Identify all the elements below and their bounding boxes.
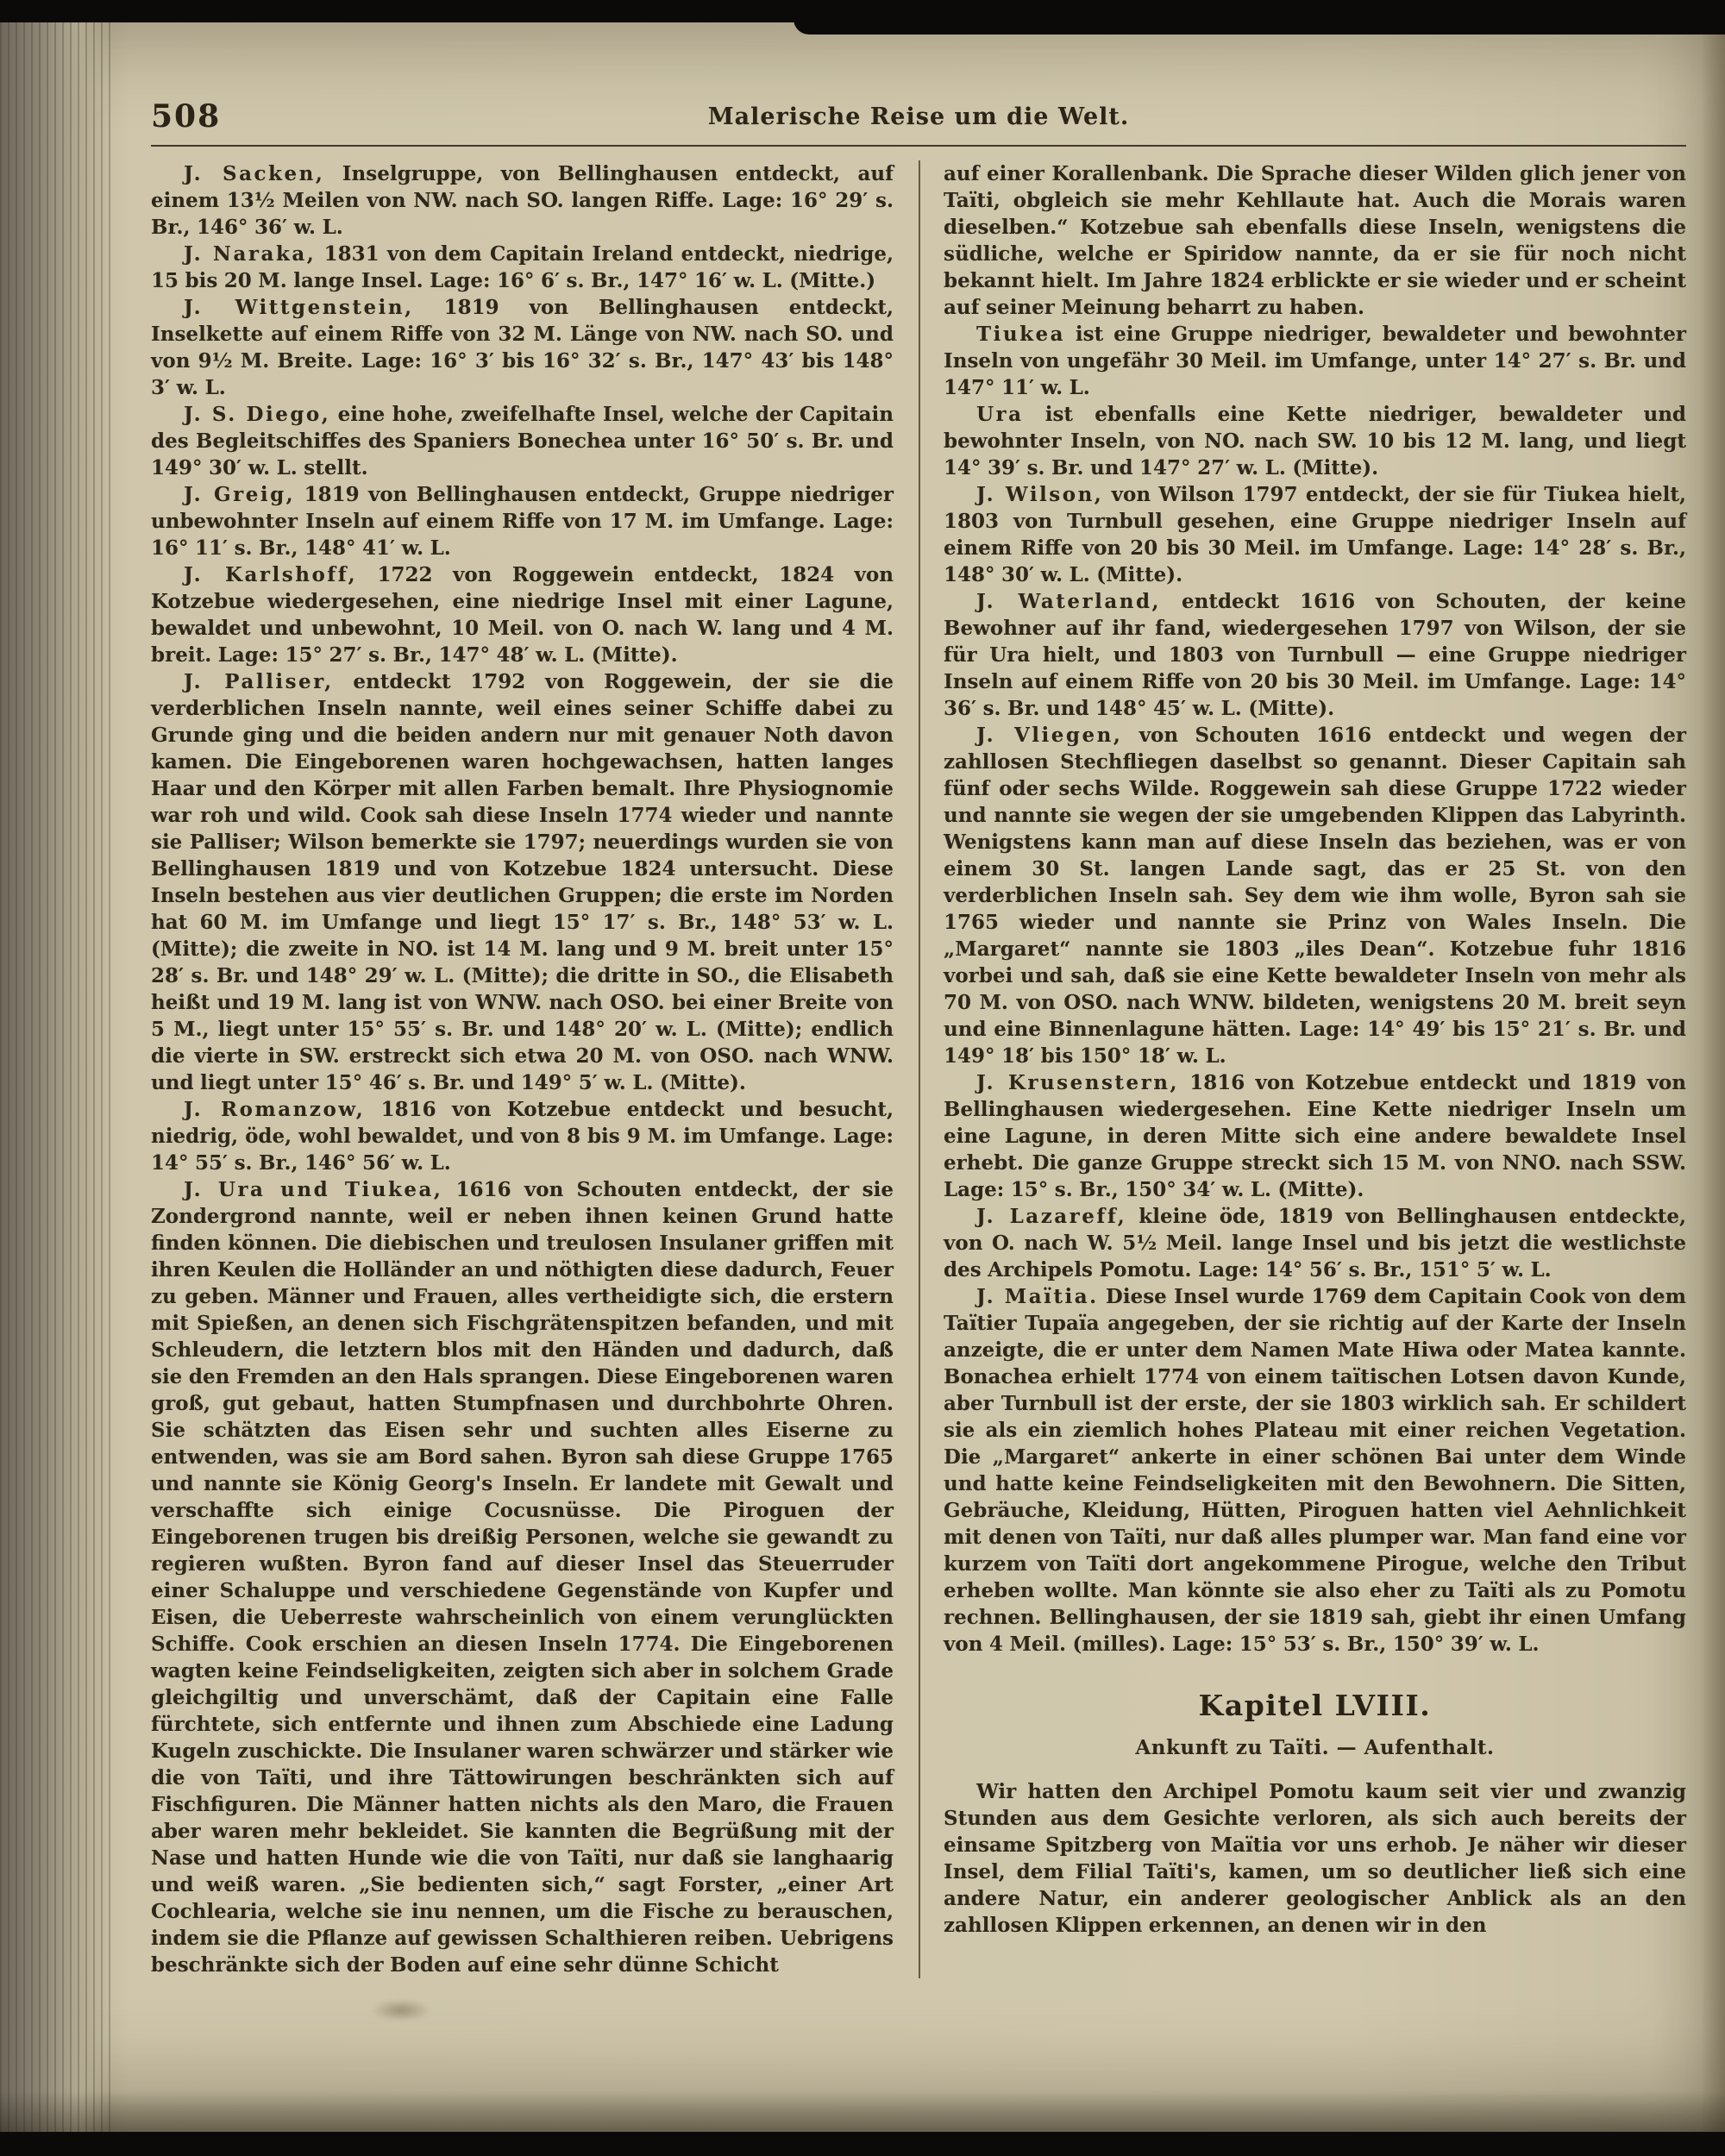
island-name: J. Krusenstern,	[976, 1071, 1180, 1094]
left-column	[151, 160, 894, 1978]
paragraph-body: ist ebenfalls eine Kette niedriger, bewaldeter und bewohnter Inseln, von NO. nach SW. 10 bis 12 M. lang, und liegt 14° 39′ s. Br. und 147° 27′ w. L. (Mitte).	[944, 403, 1686, 479]
paragraph-body: Diese Insel wurde 1769 dem Capitain Cook von dem Taïtier Tupaïa angegeben, der sie richtig auf der Karte der Inseln anzeigte, die er unter dem Namen Mate Hiwa oder Matea kannte. Bonachea erhielt 1774 von einem taïtischen Lotsen davon Kunde, aber Turnbull ist der erste, der sie 1803 wirklich sah. Er schildert sie als ein ziemlich hohes Plateau mit einer reichen Vegetation. Die „Margaret“ ankerte in einer schönen Bai unter dem Winde und hatte keine Feindseligkeiten mit den Bewohnern. Die Sitten, Gebräuche, Kleidung, Hütten, Piroguen hatten viel Aehnlichkeit mit denen von Taïti, nur daß alles plumper war. Man fand eine vor kurzem von Taïti dort angekommene Pirogue, welche den Tribut erheben wollte. Man könnte sie also eher zu Taïti als zu Pomotu rechnen. Bellinghausen, der sie 1819 sah, giebt ihr einen Umfang von 4 Meil. (milles). Lage: 15° 53′ s. Br., 150° 39′ w. L.	[944, 1285, 1687, 1656]
island-paragraph	[944, 722, 1686, 1069]
island-paragraph	[151, 1096, 894, 1176]
island-name: J. Sacken,	[184, 162, 325, 185]
island-paragraph	[151, 1176, 894, 1978]
island-name: J. S. Diego,	[184, 403, 331, 426]
island-paragraph	[944, 1283, 1686, 1658]
island-paragraph	[151, 401, 894, 481]
paragraph-body: entdeckt 1792 von Roggewein, der sie die verderblichen Inseln nannte, weil eines seiner Schiffe dabei zu Grunde ging und die beiden andern nur mit genauer Noth davon kamen. Die Eingeborenen waren hochgewachsen, hatten langes Haar und den Körper mit allen Farben bemalt. Ihre Physiognomie war roh und wild. Cook sah diese Inseln 1774 wieder und nannte sie Palliser; Wilson bemerkte sie 1797; neuerdings wurden sie von Bellinghausen 1819 und von Kotzebue 1824 untersucht. Diese Inseln bestehen aus vier deutlichen Gruppen; die erste im Norden hat 60 M. im Umfange und liegt 15° 17′ s. Br., 148° 53′ w. L. (Mitte); die zweite in NO. ist 14 M. lang und 9 M. breit unter 15° 28′ s. Br. und 148° 29′ w. L. (Mitte); die dritte in SO., die Elisabeth heißt und 19 M. lang ist von WNW. nach OSO. bei einer Breite von 5 M., liegt unter 15° 55′ s. Br. und 148° 20′ w. L. (Mitte); endlich die vierte in SW. erstreckt sich etwa 20 M. von OSO. nach WNW. und liegt unter 15° 46′ s. Br. und 149° 5′ w. L. (Mitte).	[151, 670, 894, 1094]
scan-bottom-border	[0, 2132, 1725, 2156]
island-paragraph	[944, 1069, 1686, 1203]
paragraph-body: 1722 von Roggewein entdeckt, 1824 von Kotzebue wiedergesehen, eine niedrige Insel mit einer Lagune, bewaldet und unbewohnt, 10 Meil. von O. nach W. lang und 4 M. breit. Lage: 15° 27′ s. Br., 147° 48′ w. L. (Mitte).	[151, 563, 894, 667]
island-name: J. Greig,	[184, 483, 296, 506]
island-name: J. Ura und Tiukea,	[184, 1178, 443, 1201]
island-paragraph	[151, 160, 894, 241]
right-paragraph-list	[944, 321, 1686, 1658]
paragraph-body: von Schouten 1616 entdeckt und wegen der zahllosen Stechfliegen daselbst so genannt. Dieser Capitain sah fünf oder sechs Wilde. Roggewein sah diese Gruppe 1722 wieder und nannte sie wegen der sie umgebenden Klippen das Labyrinth. Wenigstens kann man auf diese Inseln das beziehen, was er von einem 30 St. langen Lande sagt, das er 25 St. von den verderblichen Inseln sah. Sey dem wie ihm wolle, Byron sah sie 1765 wieder und nannte sie Prinz von Wales Inseln. Die „Margaret“ nannte sie 1803 „iles Dean“. Kotzebue fuhr 1816 vorbei und sah, daß sie eine Kette bewaldeter Inseln von mehr als 70 M. von OSO. nach WNW. bildeten, wenigstens 20 M. breit seyn und eine Binnenlagune hätten. Lage: 14° 49′ bis 15° 21′ s. Br. und 149° 18′ bis 150° 18′ w. L.	[944, 724, 1686, 1068]
chapter-heading: Kapitel LVIII.	[1198, 1689, 1432, 1722]
island-name: J. Waterland,	[976, 590, 1162, 613]
island-paragraph	[944, 588, 1686, 722]
left-paragraph-list	[151, 160, 894, 1978]
island-paragraph	[151, 561, 894, 668]
island-name: J. Naraka,	[184, 242, 317, 266]
island-paragraph	[151, 241, 894, 294]
page-edge-shade	[1701, 21, 1725, 2134]
book-binding-edge	[0, 21, 112, 2134]
island-name: J. Palliser,	[184, 670, 334, 693]
paragraph-body: eine hohe, zweifelhafte Insel, welche der Capitain des Begleitschiffes des Spaniers Bonechea unter 16° 50′ s. Br. und 149° 30′ w. L. stellt.	[151, 403, 894, 479]
scan-bottom-shadow	[0, 2090, 1725, 2132]
paragraph-body: entdeckt 1616 von Schouten, der keine Bewohner auf ihr fand, wiedergesehen 1797 von Wilson, der sie für Ura hielt, und 1803 von Turnbull — eine Gruppe niedriger Inseln auf einem Riffe von 20 bis 30 Meil. im Umfange. Lage: 14° 36′ s. Br. und 148° 45′ w. L. (Mitte).	[944, 590, 1687, 720]
island-paragraph	[151, 294, 894, 401]
island-name: J. Vliegen,	[976, 724, 1123, 747]
running-header: Malerische Reise um die Welt.	[707, 103, 1130, 130]
island-paragraph	[151, 668, 894, 1096]
paragraph-body: von Wilson 1797 entdeckt, der sie für Tiukea hielt, 1803 von Turnbull gesehen, eine Gruppe niedriger Inseln auf einem Riffe von 20 bis 30 Meil. im Umfange. Lage: 14° 28′ s. Br., 148° 30′ w. L. (Mitte).	[944, 483, 1686, 586]
paragraph-body: Inselgruppe, von Bellinghausen entdeckt, auf einem 13½ Meilen von NW. nach SO. langen Riffe. Lage: 16° 29′ s. Br., 146° 36′ w. L.	[151, 162, 894, 239]
island-name: J. Wittgenstein,	[184, 296, 414, 319]
closing-paragraph: Wir hatten den Archipel Pomotu kaum seit vier und zwanzig Stunden aus dem Gesichte verloren, als sich auch bereits der einsame Spitzberg von Maïtia vor uns erhob. Je näher wir dieser Insel, dem Filial Taïti's, kamen, um so deutlicher ließ sich eine andere Natur, ein anderer geologischer Anblick als an den zahllosen Klippen erkennen, an denen wir in den	[944, 1780, 1686, 1937]
paragraph-body: 1816 von Kotzebue entdeckt und besucht, niedrig, öde, wohl bewaldet, und von 8 bis 9 M. im Umfange. Lage: 14° 55′ s. Br., 146° 56′ w. L.	[151, 1098, 894, 1175]
island-name: Tiukea	[976, 323, 1066, 346]
scan-top-right-border	[794, 0, 1725, 34]
continuation-paragraph: auf einer Korallenbank. Die Sprache dieser Wilden glich jener von Taïti, obgleich sie mehr Kehllaute hat. Auch die Morais waren dieselben.“ Kotzebue sah ebenfalls diese Inseln, wenigstens die südliche, welche er Spiridow nannte, da er sie für noch nicht bekannt hielt. Im Jahre 1824 erblickte er sie wieder und er scheint auf seiner Meinung beharrt zu haben.	[944, 162, 1686, 319]
paragraph-body: 1831 von dem Capitain Ireland entdeckt, niedrige, 15 bis 20 M. lange Insel. Lage: 16° 6′ s. Br., 147° 16′ w. L. (Mitte.)	[151, 242, 894, 292]
paragraph-body: 1819 von Bellinghausen entdeckt, Gruppe niedriger unbewohnter Inseln auf einem Riffe von 17 M. im Umfange. Lage: 16° 11′ s. Br., 148° 41′ w. L.	[151, 483, 894, 560]
chapter-subtitle: Ankunft zu Taïti. — Aufenthalt.	[1135, 1736, 1495, 1759]
paper	[0, 21, 1725, 2134]
island-paragraph	[944, 1203, 1686, 1283]
island-name: J. Romanzow,	[184, 1098, 366, 1121]
island-paragraph	[944, 401, 1686, 481]
text-columns	[151, 160, 1686, 1978]
ink-smudge	[371, 1999, 431, 2021]
island-paragraph	[944, 321, 1686, 401]
paragraph-body: 1616 von Schouten entdeckt, der sie Zondergrond nannte, weil er neben ihnen keinen Grund hatte finden können. Die diebischen und treulosen Insulaner griffen mit ihren Keulen die Holländer an und nöthigten diese dadurch, Feuer zu geben. Männer und Frauen, alles vertheidigte sich, die erstern mit Spießen, an denen sich Fischgrätenspitzen befanden, und mit Schleudern, die letztern blos mit den Händen und dadurch, daß sie den Fremden an den Hals sprangen. Diese Eingeborenen waren groß, gut gebaut, hatten Stumpfnasen und durchbohrte Ohren. Sie schätzten das Eisen sehr und suchten alles Eiserne zu entwenden, was sie am Bord sahen. Byron sah diese Gruppe 1765 und nannte sie König Georg's Inseln. Er landete mit Gewalt und verschaffte sich einige Cocusnüsse. Die Piroguen der Eingeborenen trugen bis dreißig Personen, welche sie gewandt zu regieren wußten. Byron fand auf dieser Insel das Steuerruder einer Schaluppe und verschiedene Gegenstände von Kupfer und Eisen, die Ueberreste wahrscheinlich von einem verunglückten Schiffe. Cook erschien an diesen Inseln 1774. Die Eingeborenen wagten keine Feindseligkeiten, zeigten sich aber in solchem Grade gleichgiltig und unverschämt, daß der Capitain eine Falle fürchtete, sich entfernte und ihnen zum Abschiede eine Ladung Kugeln zuschickte. Die Insulaner waren schwärzer und stärker wie die von Taïti, und ihre Tättowirungen beschränkten sich auf Fischfiguren. Die Männer hatten nichts als den Maro, die Frauen aber waren mehr bekleidet. Sie kannten die Begrüßung mit der Nase und hatten Hunde wie die von Taïti, nur daß sie langhaarig und weiß waren. „Sie bedienten sich,“ sagt Forster, „einer Art Cochlearia, welche sie inu nennen, um die Fische zu berauschen, indem sie die Pflanze auf gewissen Schalthieren reiben. Uebrigens beschränkte sich der Boden auf eine sehr dünne Schicht	[151, 1178, 894, 1977]
paragraph-body: 1819 von Bellinghausen entdeckt, Inselkette auf einem Riffe von 32 M. Länge von NW. nach SO. und von 9½ M. Breite. Lage: 16° 3′ bis 16° 32′ s. Br., 147° 43′ bis 148° 3′ w. L.	[151, 296, 894, 399]
island-paragraph	[151, 481, 894, 561]
page-header	[151, 91, 1686, 145]
island-name: J. Wilson,	[976, 483, 1104, 506]
paragraph-body: kleine öde, 1819 von Bellinghausen entdeckte, von O. nach W. 5½ Meil. lange Insel und bis jetzt die westlichste des Archipels Pomotu. Lage: 14° 56′ s. Br., 151° 5′ w. L.	[944, 1205, 1686, 1282]
page-number: 508	[151, 98, 222, 135]
island-name: J. Karlshoff,	[184, 563, 358, 586]
paragraph-body: 1816 von Kotzebue entdeckt und 1819 von Bellinghausen wiedergesehen. Eine Kette niedriger Inseln um eine Lagune, in deren Mitte sich eine andere bewaldete Insel erhebt. Die ganze Gruppe streckt sich 15 M. von NNO. nach SSW. Lage: 15° s. Br., 150° 34′ w. L. (Mitte).	[944, 1071, 1686, 1201]
island-paragraph	[944, 481, 1686, 588]
paragraph-body: ist eine Gruppe niedriger, bewaldeter und bewohnter Inseln von ungefähr 30 Meil. im Umfange, unter 14° 27′ s. Br. und 147° 11′ w. L.	[944, 323, 1686, 399]
header-rule	[151, 145, 1686, 147]
island-name: J. Lazareff,	[976, 1205, 1127, 1228]
page-content	[151, 91, 1686, 1978]
right-column	[944, 160, 1686, 1978]
island-name: Ura	[976, 403, 1024, 426]
island-name: J. Maïtia.	[976, 1285, 1099, 1308]
